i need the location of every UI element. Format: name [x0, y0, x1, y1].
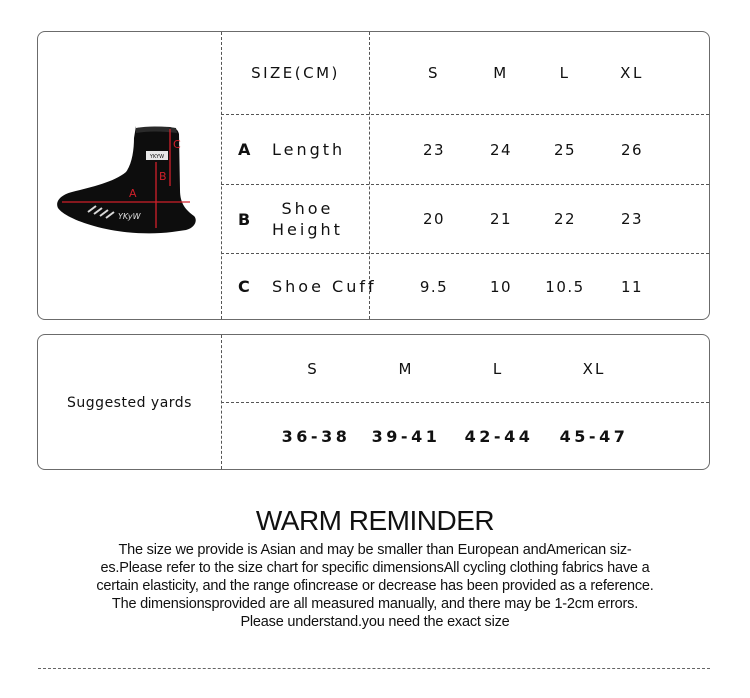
- row-b-l: 22: [553, 210, 577, 228]
- shoe-cover-diagram: [52, 120, 202, 240]
- row-c-letter: C: [238, 277, 250, 296]
- row-a-s: 23: [422, 140, 446, 159]
- size-header-s: S: [427, 64, 441, 82]
- suggested-yards-card: [37, 334, 710, 470]
- reminder-body: [30, 541, 720, 631]
- yards-size-s: S: [307, 359, 319, 378]
- row-a-letter: A: [238, 140, 251, 159]
- row-b-xl: 23: [620, 210, 644, 228]
- reminder-title: WARM REMINDER: [255, 505, 495, 536]
- yards-size-l: L: [492, 359, 504, 378]
- reminder-line: certain elasticity, and the range ofincrease or decrease has been provided as a reference.: [96, 578, 654, 594]
- yards-range-m: 39-41: [371, 426, 441, 446]
- suggested-yards-label: Suggested yards: [67, 395, 192, 411]
- yards-size-m: M: [398, 359, 414, 378]
- row-b-name: [272, 198, 343, 240]
- yards-range-l: 42-44: [464, 426, 534, 446]
- row-a-xl: 26: [620, 140, 644, 159]
- reminder-line: es.Please refer to the size chart for specific dimensionsAll cycling clothing fabrics have a: [100, 560, 650, 576]
- row-b-letter: B: [238, 209, 251, 229]
- yards-range-s: 36-38: [281, 426, 351, 446]
- measure-a-label: A: [129, 187, 137, 200]
- row-c-s: 9.5: [419, 277, 449, 296]
- row-a-m: 24: [489, 140, 513, 159]
- row-a-name: Length: [272, 140, 346, 159]
- row-c-label: [238, 254, 408, 319]
- size-header-xl: XL: [620, 64, 644, 82]
- shoe-cover-logo: YKyW: [118, 212, 141, 221]
- row-b-label: [238, 185, 398, 253]
- row-c-l: 10.5: [545, 277, 585, 296]
- yards-range-xl: 45-47: [559, 426, 629, 446]
- row-b-name-line1: Shoe: [281, 199, 334, 218]
- yards-size-xl: XL: [582, 359, 606, 378]
- reminder-line: The size we provide is Asian and may be smaller than European andAmerican siz-: [118, 542, 632, 558]
- row-c-name: Shoe Cuff: [272, 277, 377, 296]
- reminder-line: Please understand.you need the exact size: [240, 614, 510, 630]
- row-c-xl: 11: [620, 277, 644, 296]
- bottom-divider: [38, 668, 710, 669]
- row-b-name-line2: Height: [272, 220, 343, 239]
- row-b-m: 21: [489, 210, 513, 228]
- row-c-m: 10: [489, 277, 513, 296]
- size-chart-card: [37, 31, 710, 320]
- row-a-label: [238, 115, 398, 184]
- measure-b-label: B: [159, 170, 167, 183]
- measure-c-label: C: [173, 138, 181, 151]
- size-header-label: SIZE(CM): [251, 64, 340, 82]
- size-header-m: M: [493, 64, 509, 82]
- row-b-s: 20: [422, 210, 446, 228]
- shoe-cover-tag-text: YKYW: [149, 154, 165, 160]
- reminder-line: The dimensionsprovided are all measured manually, and there may be 1-2cm errors.: [111, 596, 639, 612]
- row-a-l: 25: [553, 140, 577, 159]
- size-header-l: L: [559, 64, 571, 82]
